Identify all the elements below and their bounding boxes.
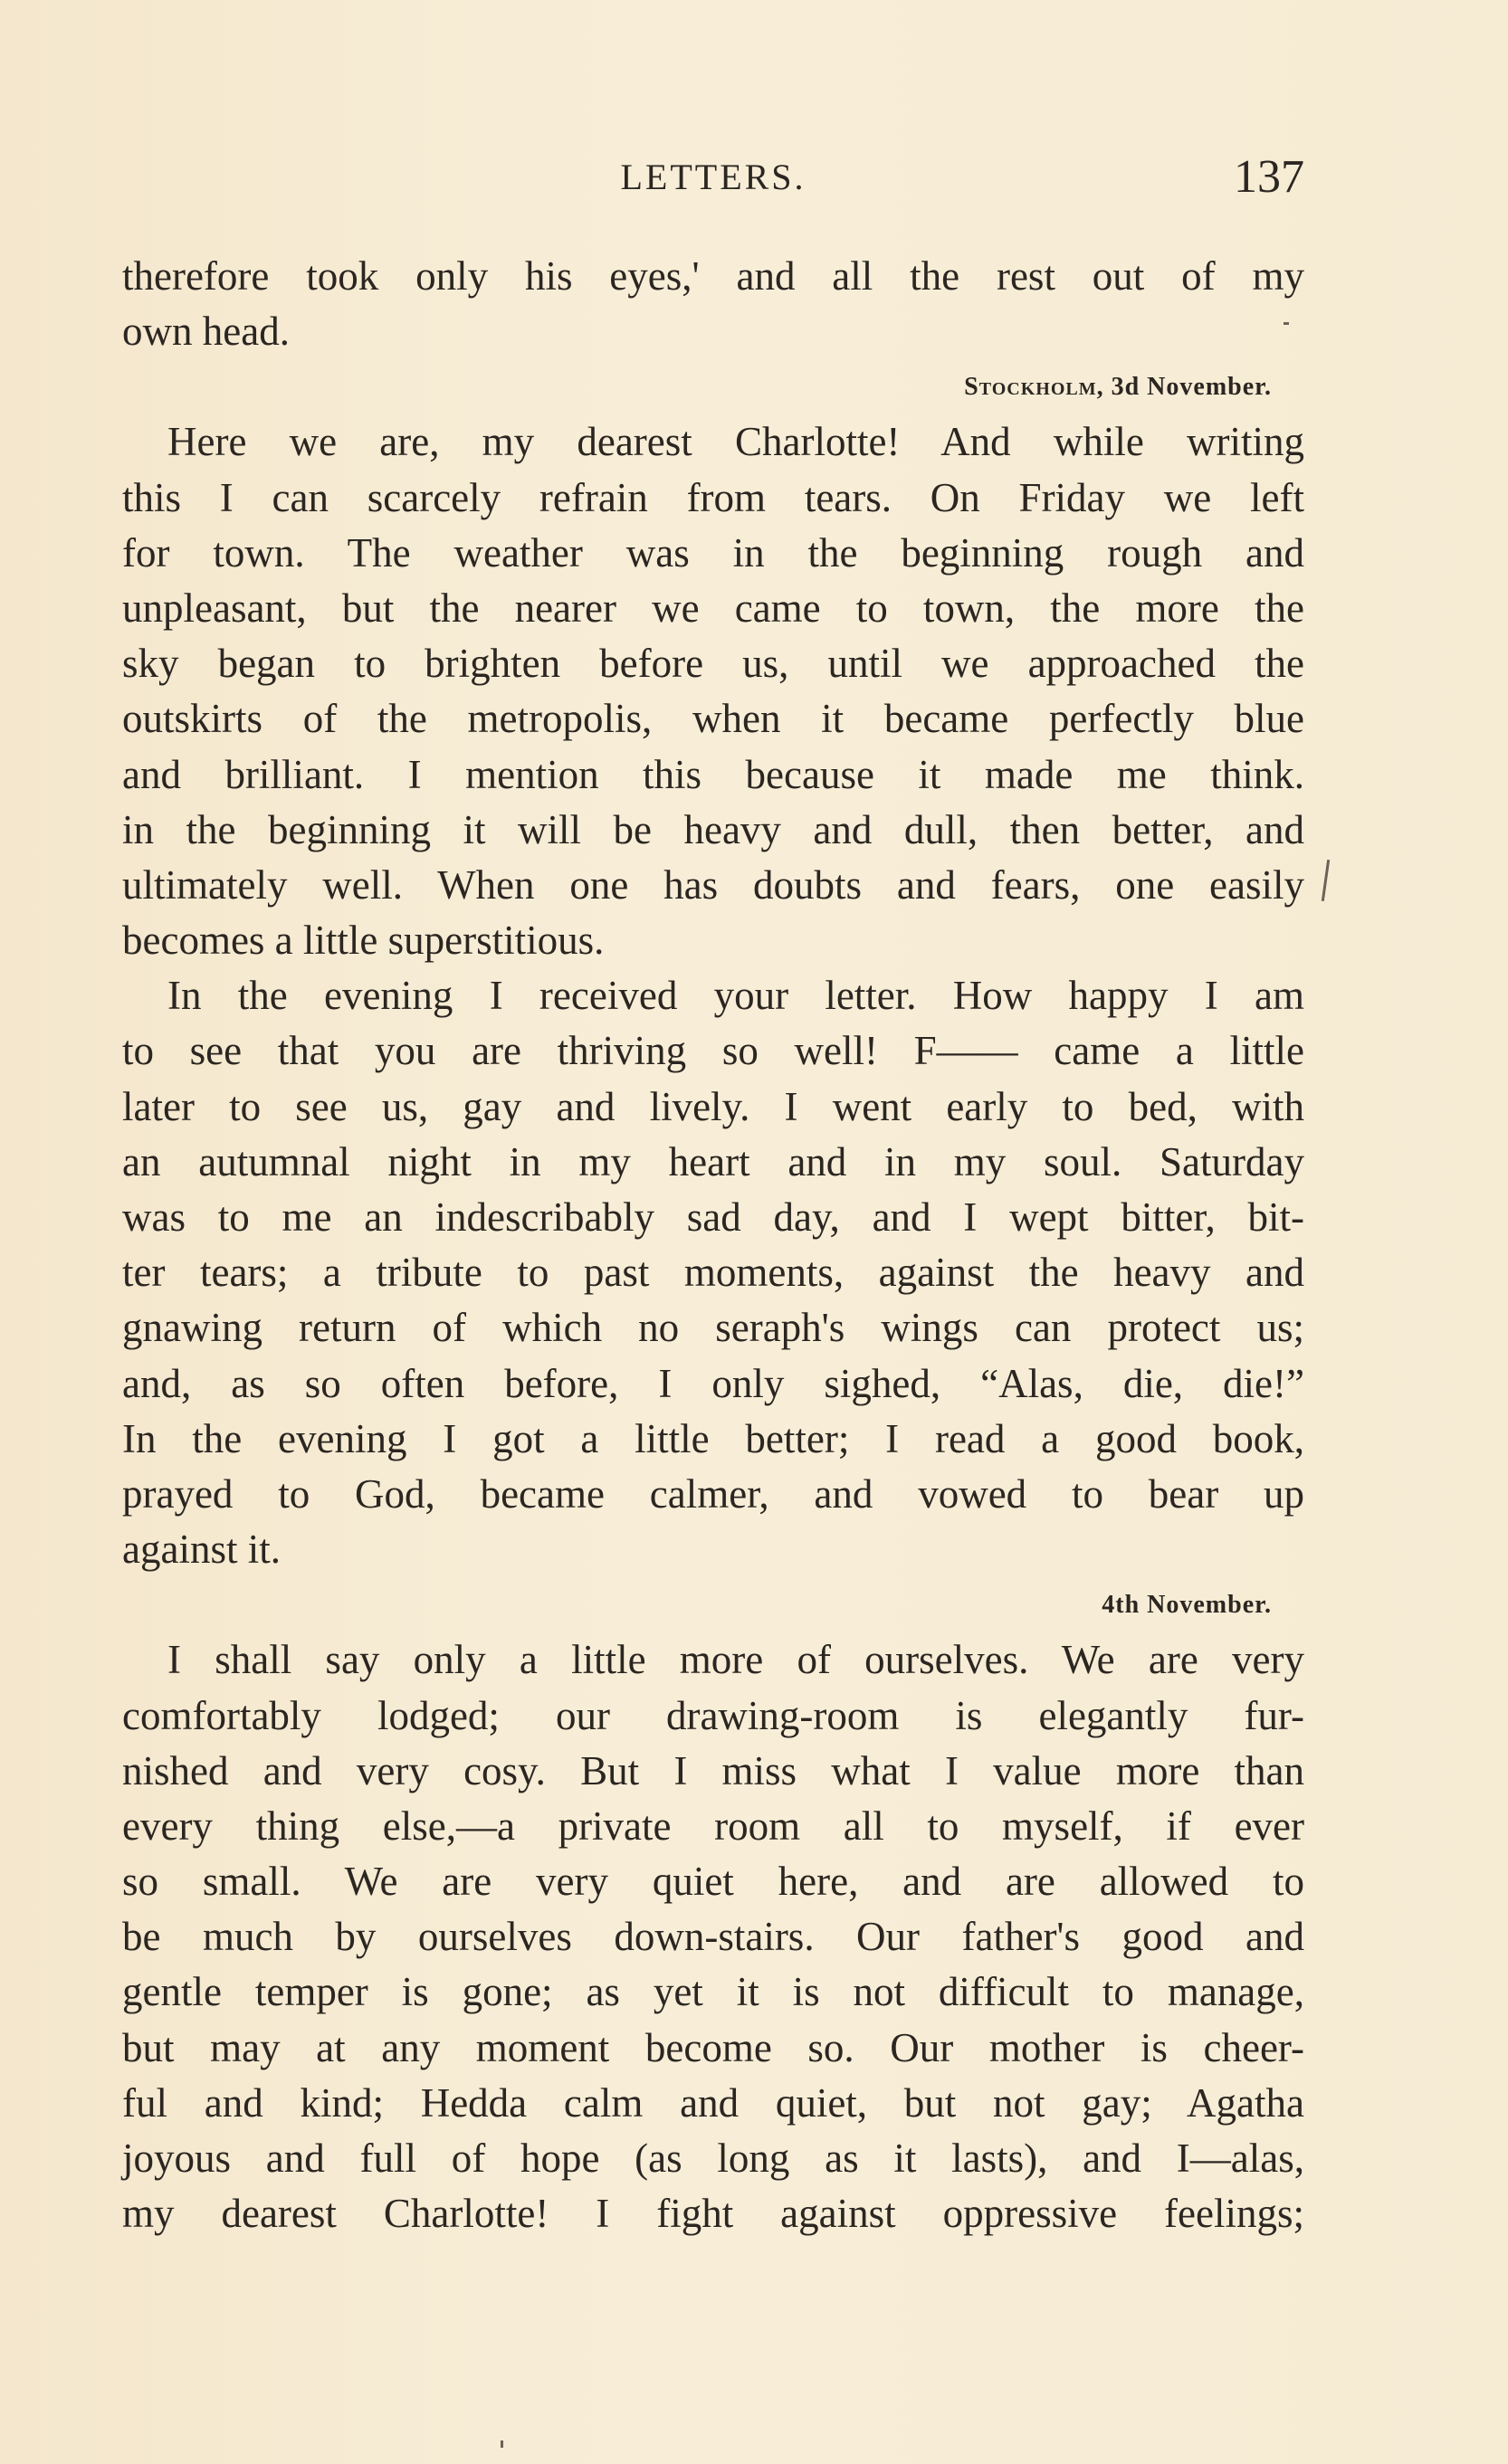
text-line: ful and kind; Hedda calm and quiet, but not gay; Agatha bbox=[122, 2079, 1304, 2126]
text-line: therefore took only his eyes,' and all the rest out of my bbox=[122, 253, 1304, 299]
text-line: for town. The weather was in the beginning rough and bbox=[122, 529, 1304, 576]
text-line: this I can scarcely refrain from tears. On Friday we left bbox=[122, 474, 1304, 520]
text-line: gnawing return of which no seraph's wings can protect us; bbox=[122, 1305, 1304, 1351]
text-line: sky began to brighten before us, until we approached the bbox=[122, 641, 1304, 687]
text-line: my dearest Charlotte! I fight against oppressive feelings; bbox=[122, 2191, 1304, 2237]
dateline-place: Stockholm, bbox=[964, 373, 1104, 402]
text-line: prayed to God, became calmer, and vowed to bear up bbox=[122, 1470, 1304, 1517]
ink-speck bbox=[1284, 322, 1289, 325]
text-line: against it. bbox=[122, 1527, 281, 1573]
text-line: and brilliant. I mention this because it made me think. bbox=[122, 751, 1304, 797]
text-line: in the beginning it will be heavy and dull, then better, and bbox=[122, 806, 1304, 852]
dateline-date: 3d November. bbox=[1111, 373, 1272, 402]
dateline-stockholm bbox=[122, 359, 1304, 414]
page-header bbox=[122, 150, 1304, 205]
text-line: becomes a little superstitious. bbox=[122, 918, 605, 964]
dateline-date: 4th November. bbox=[1102, 1591, 1272, 1620]
text-line: joyous and full of hope (as long as it lasts), and I—alas, bbox=[122, 2136, 1304, 2181]
text-line: I shall say only a little more of ourselves. We are very bbox=[167, 1637, 1304, 1683]
text-line: every thing else,—a private room all to myself, if ever bbox=[122, 1803, 1304, 1849]
ink-speck bbox=[501, 2440, 503, 2448]
paragraph-continuation bbox=[122, 249, 1304, 359]
text-line: gentle temper is gone; as yet it is not difficult to manage, bbox=[122, 1969, 1304, 2015]
text-line: to see that you are thriving so well! F—— came a little bbox=[122, 1028, 1304, 1074]
text-line: In the evening I got a little better; I read a good book, bbox=[122, 1415, 1304, 1461]
running-head: LETTERS. bbox=[620, 157, 806, 197]
dateline-fourth-november bbox=[122, 1577, 1304, 1632]
text-line: Here we are, my dearest Charlotte! And while writing bbox=[167, 419, 1304, 465]
text-line: an autumnal night in my heart and in my soul. Saturday bbox=[122, 1138, 1304, 1184]
paragraph-ourselves bbox=[122, 1632, 1304, 2241]
paragraph-arrival bbox=[122, 414, 1304, 968]
ink-speck bbox=[1322, 860, 1330, 901]
text-line: outskirts of the metropolis, when it became perfectly blue bbox=[122, 696, 1304, 742]
text-line: so small. We are very quiet here, and are allowed to bbox=[122, 1859, 1304, 1905]
text-line: In the evening I received your letter. How happy I am bbox=[167, 973, 1304, 1019]
text-line: be much by ourselves down-stairs. Our father's good and bbox=[122, 1914, 1304, 1960]
text-line: ter tears; a tribute to past moments, against the heavy and bbox=[122, 1250, 1304, 1296]
text-line: own head. bbox=[122, 309, 290, 355]
paragraph-evening bbox=[122, 968, 1304, 1577]
body-text bbox=[122, 249, 1304, 2241]
page-number: 137 bbox=[1234, 151, 1304, 203]
text-line: but may at any moment become so. Our mother is cheer- bbox=[122, 2024, 1304, 2070]
text-line: comfortably lodged; our drawing-room is elegantly fur- bbox=[122, 1692, 1304, 1738]
text-line: nished and very cosy. But I miss what I value more than bbox=[122, 1747, 1304, 1793]
text-line: and, as so often before, I only sighed, “Alas, die, die!” bbox=[122, 1360, 1304, 1406]
text-line: was to me an indescribably sad day, and I wept bitter, bit- bbox=[122, 1194, 1304, 1240]
text-line: unpleasant, but the nearer we came to town, the more the bbox=[122, 585, 1304, 631]
text-line: later to see us, gay and lively. I went early to bed, with bbox=[122, 1083, 1304, 1129]
text-line: ultimately well. When one has doubts and fears, one easily bbox=[122, 861, 1304, 908]
